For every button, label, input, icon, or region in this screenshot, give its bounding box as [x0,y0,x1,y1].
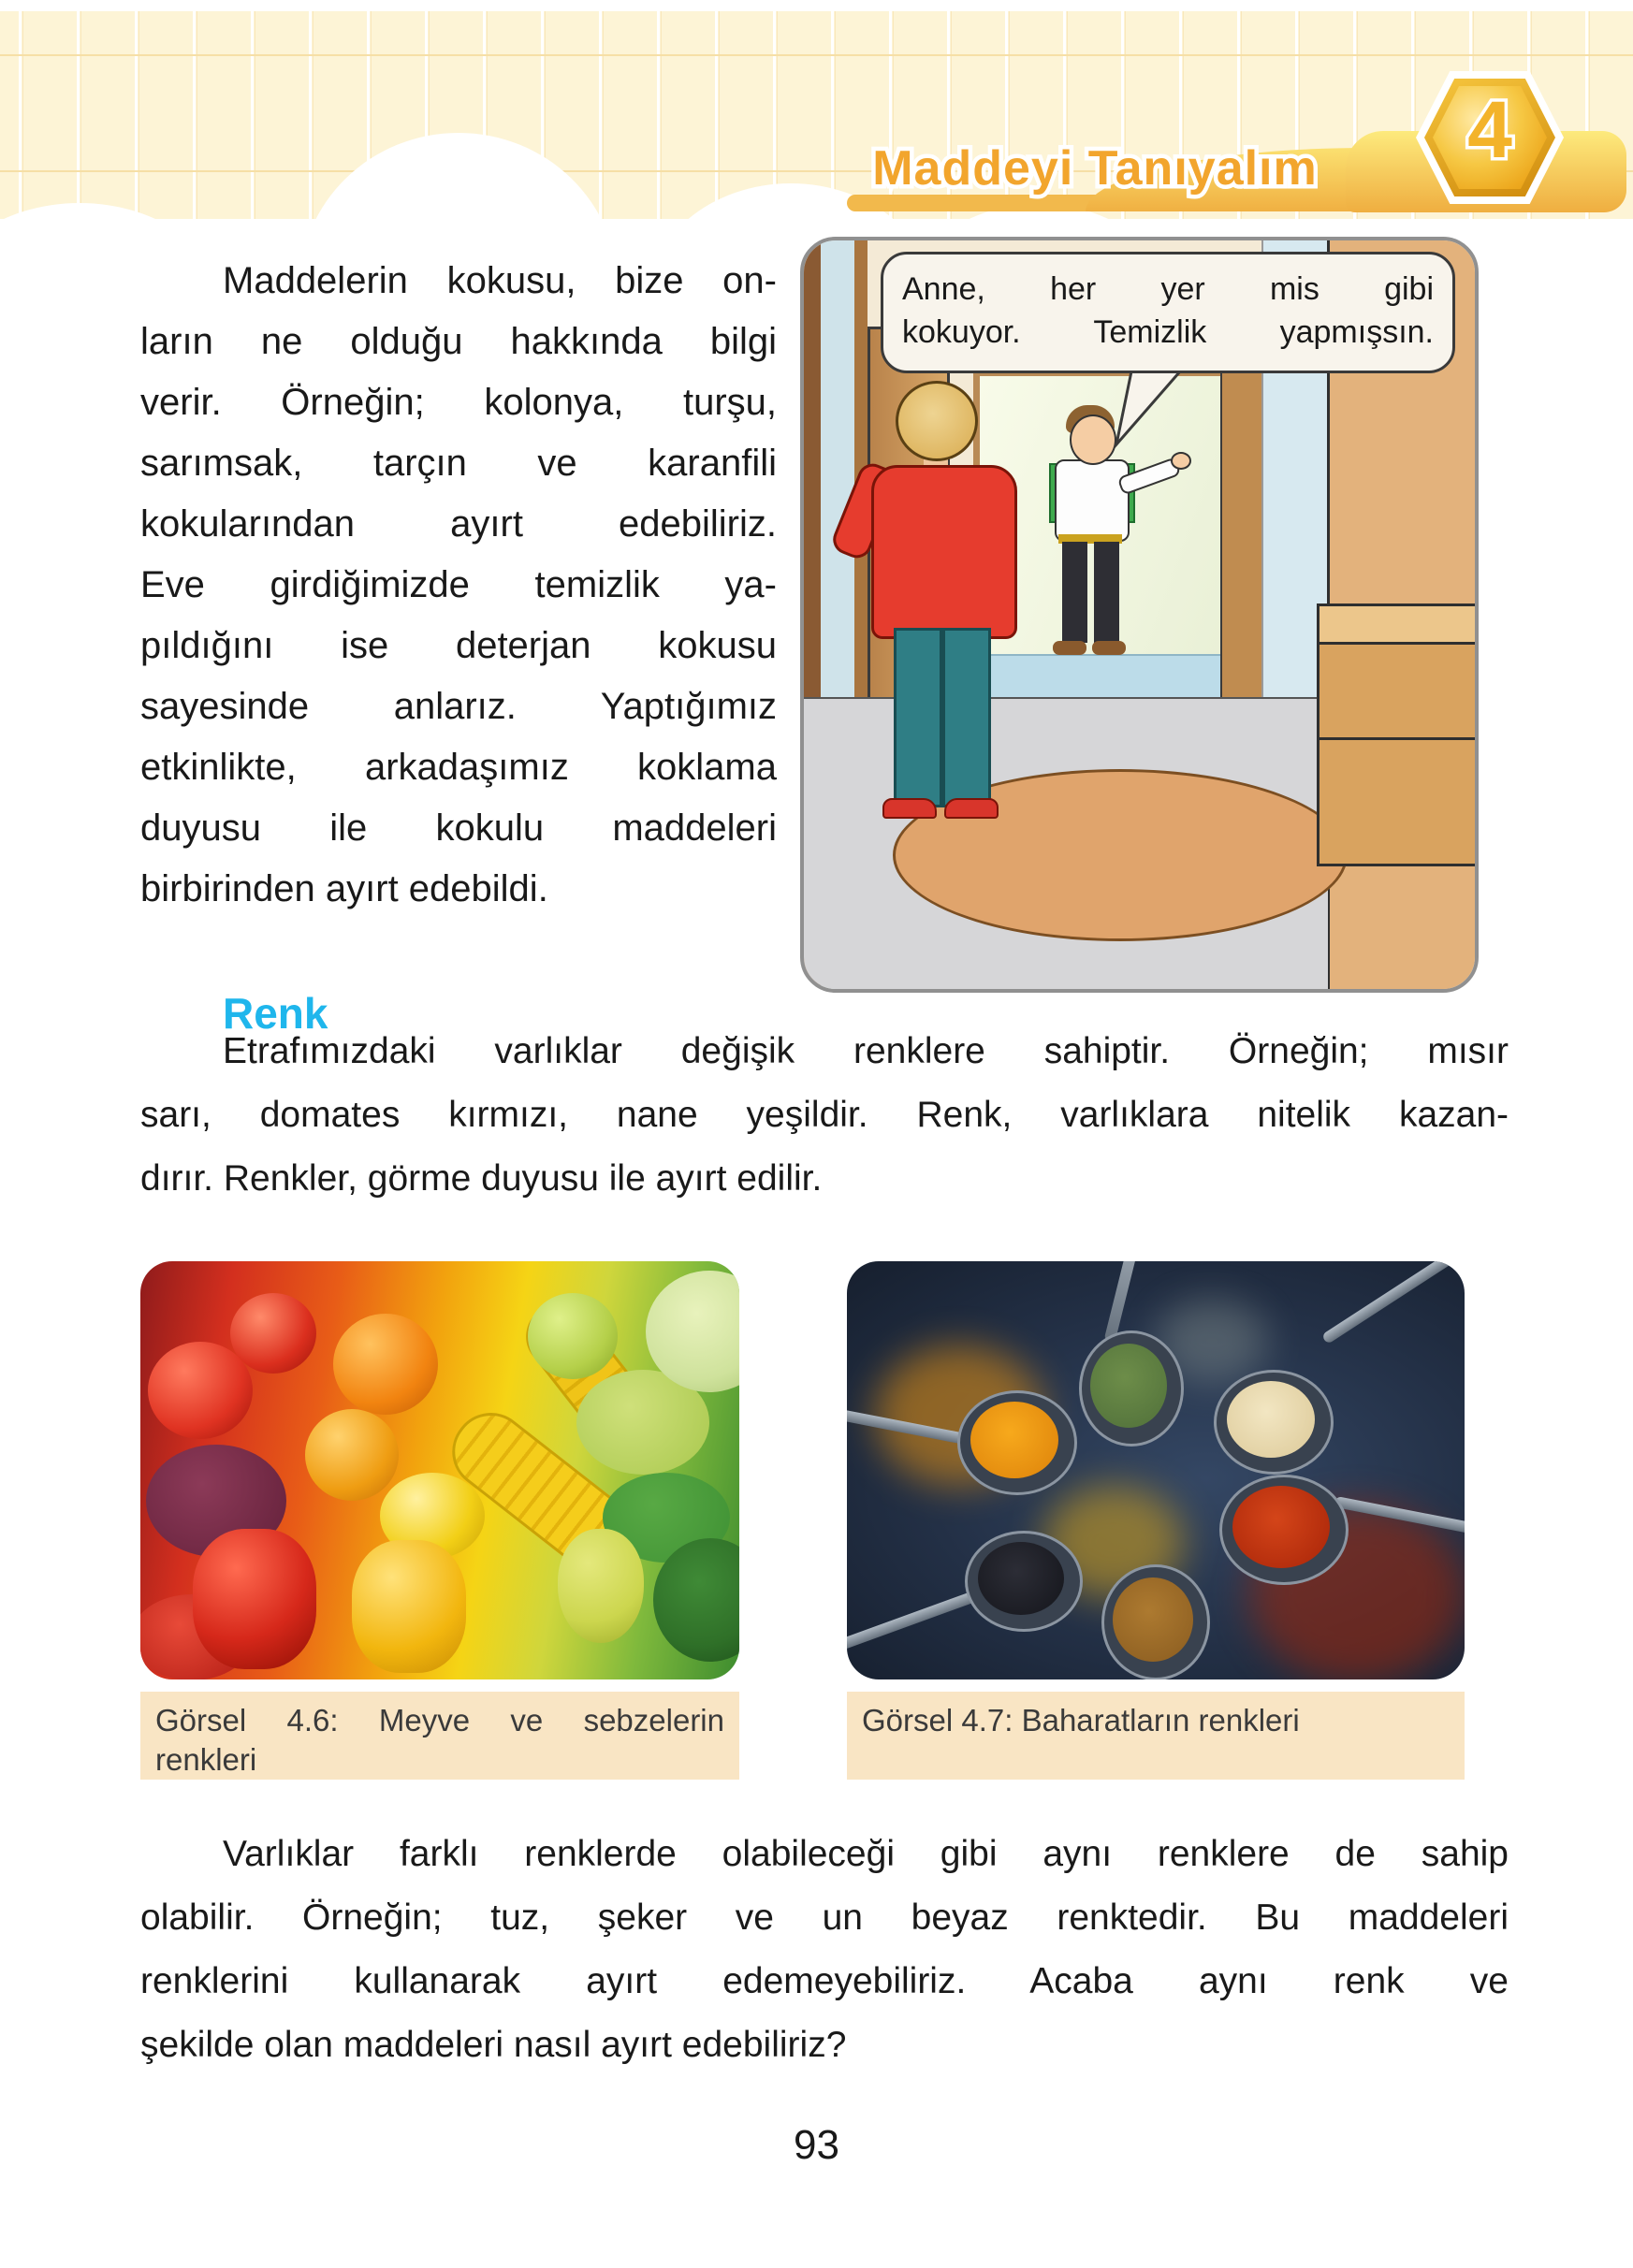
garlic-powder [1227,1381,1315,1458]
text-line: Eve girdiğimizde temizlik ya- [140,564,777,605]
figure-caption-4-6 [140,1692,739,1780]
mother-red-sweater [871,465,1017,639]
pear [558,1529,644,1643]
caption-line: Görsel 4.7: Baharatların renkleri [862,1703,1300,1737]
page-number: 93 [794,2122,839,2168]
dried-herbs [1090,1344,1167,1428]
paprika-powder [1232,1486,1330,1568]
boy-shoe [1092,641,1126,655]
text-line: verir. Örneğin; kolonya, turşu, [140,382,777,423]
section-heading-renk: Renk [223,989,328,1039]
text-line: kokularından ayırt edebiliriz. [140,503,777,545]
boy-shirt [1055,459,1130,542]
boy-leg [1094,542,1119,643]
text-line: birbirinden ayırt edebildi. [140,868,548,909]
speech-text-line: Anne, her yer mis gibi [902,271,1434,307]
text-line: olabilir. Örneğin; tuz, şeker ve un beyaz renktedir. Bu maddeleri [140,1897,1509,1938]
shoe-cabinet [1317,603,1479,866]
text-line: ların ne olduğu hakkında bilgi [140,321,777,362]
orange-fruit [305,1409,399,1501]
text-line: Maddelerin kokusu, bize on- [223,260,777,301]
text-line: sarımsak, tarçın ve karanfili [140,443,777,484]
mother-jeans-leg [894,628,942,807]
mother-slipper [882,798,937,819]
boy-shoe [1053,641,1086,655]
illustration-home-scene [800,237,1479,993]
paragraph-closing [140,1823,1509,2077]
speech-bubble-tail [1113,370,1191,448]
text-line: etkinlikte, arkadaşımız koklama [140,747,777,788]
paragraph-color [140,1020,1509,1211]
cabinet-seam [1320,737,1478,740]
text-line: Varlıklar farklı renklerde olabileceği gibi aynı renklere de sahip [223,1834,1509,1874]
figure-fruits-vegetables [140,1261,739,1679]
text-line: dırır. Renkler, görme duyusu ile ayırt edilir. [140,1158,823,1199]
mother-jeans-leg [942,628,991,807]
black-peppercorns [978,1542,1064,1615]
text-line: renklerini kullanarak ayırt edemeyebiliriz. Acaba aynı renk ve [140,1961,1509,2001]
mother-slipper [944,798,999,819]
boy-head [1070,414,1116,465]
caption-line: renkleri [155,1742,257,1777]
tomato [230,1293,316,1374]
mother-hair-bun [896,381,978,461]
chapter-number-badge [1416,71,1564,204]
green-apple [528,1293,618,1379]
doorway-threshold [973,654,1224,703]
boy-leg [1062,542,1087,643]
text-line: Etrafımızdaki varlıklar değişik renklere sahiptir. Örneğin; mısır [223,1031,1509,1071]
curry-powder [1113,1577,1193,1662]
text-line: şekilde olan maddeleri nasıl ayırt edebiliriz? [140,2025,847,2065]
paragraph-smell [140,251,777,920]
text-line: sayesinde anlarız. Yaptığımız [140,686,777,727]
speech-bubble [881,252,1455,373]
cabinet-top [1320,606,1478,645]
spoon-handle [1321,1261,1465,1345]
turmeric-powder [970,1402,1058,1478]
tomato [148,1342,253,1439]
spoon-handle [847,1591,977,1657]
chapter-title: Maddeyi Tanıyalım [872,141,1318,196]
text-line: pıldığını ise deterjan kokusu [140,625,777,666]
text-line: sarı, domates kırmızı, nane yeşildir. Renk, varlıklara nitelik kazan- [140,1095,1509,1135]
orange-fruit [333,1314,438,1415]
red-pepper [193,1529,316,1669]
figure-caption-4-7 [847,1692,1465,1780]
speech-text-line: kokuyor. Temizlik yapmışsın. [902,314,1434,350]
figure-spices [847,1261,1465,1679]
chapter-number: 4 [1467,85,1512,175]
boy-hand [1171,452,1191,470]
yellow-pepper [352,1540,466,1673]
text-line: duyusu ile kokulu maddeleri [140,807,777,849]
door-frame-right [1220,360,1265,740]
caption-line: Görsel 4.6: Meyve ve sebzelerin [155,1703,724,1737]
